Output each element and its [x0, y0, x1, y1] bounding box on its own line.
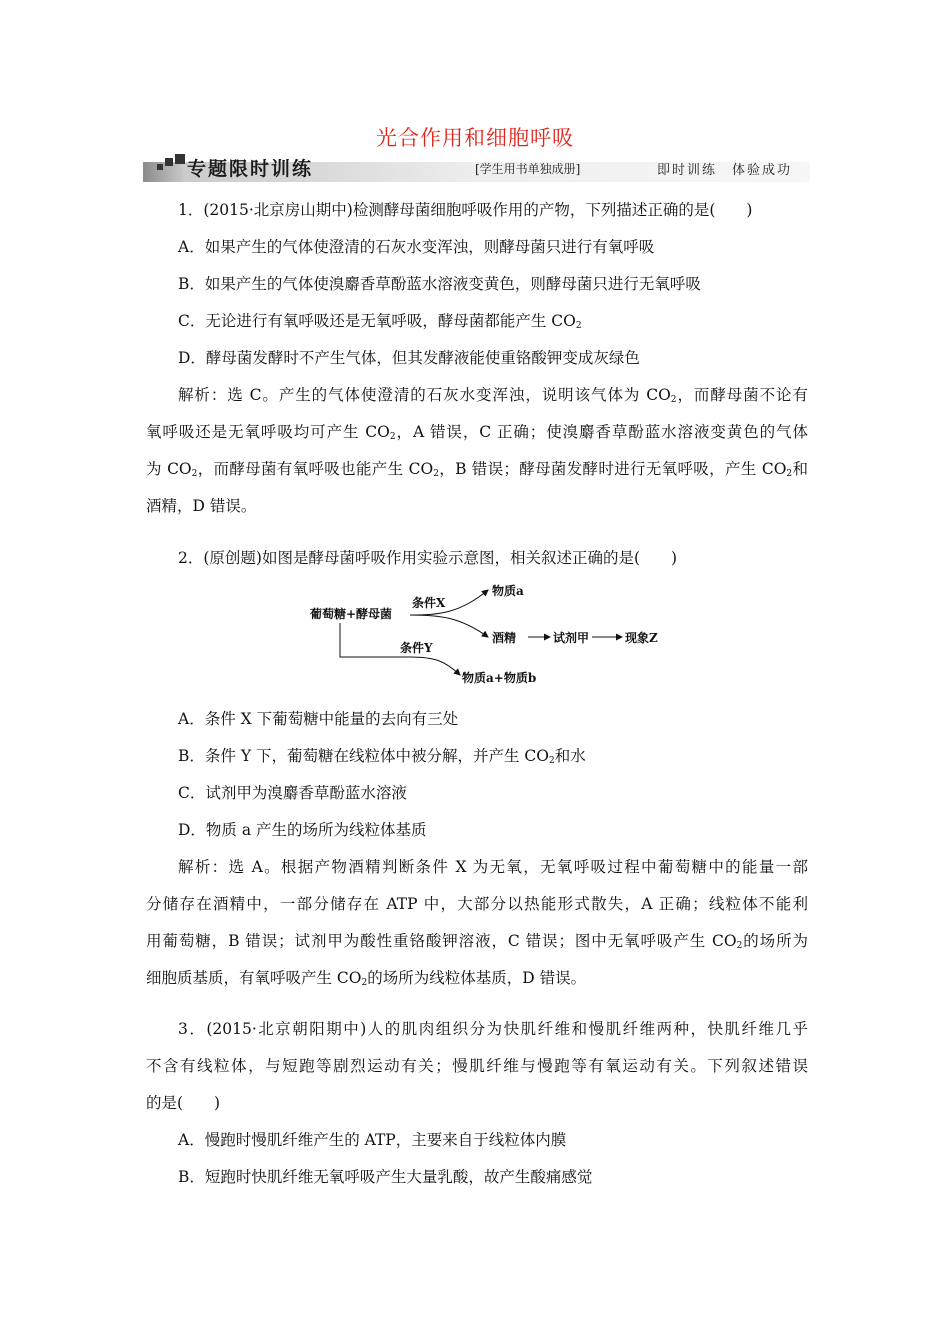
question-stem: 1．(2015·北京房山期中)检测酵母菌细胞呼吸作用的产物，下列描述正确的是( ): [178, 201, 753, 219]
banner-slogan: 即时训练 体验成功: [657, 163, 793, 178]
option-a: A．慢跑时慢肌纤维产生的 ATP，主要来自于线粒体内膜: [178, 1131, 567, 1149]
option-b: B．短跑时快肌纤维无氧呼吸产生大量乳酸，故产生酸痛感觉: [178, 1168, 593, 1186]
explanation-line: 分储存在酒精中，一部分储存在 ATP 中，大部分以热能形式散失，A 正确；线粒体不能利: [146, 895, 808, 913]
diagram-matter-a: 物质a: [492, 584, 524, 598]
banner-label: 专题限时训练: [187, 158, 314, 180]
banner-subtitle: [学生用书单独成册]: [475, 162, 581, 176]
page-title: 光合作用和细胞呼吸: [376, 126, 574, 150]
question-2: [146, 540, 808, 577]
question-stem: 的是( ): [146, 1094, 221, 1112]
question-stem: 不含有线粒体，与短跑等剧烈运动有关；慢肌纤维与慢跑等有氧运动有关。下列叙述错误: [146, 1057, 808, 1075]
diagram-condition-x: 条件X: [412, 596, 446, 610]
diagram-start: 葡萄糖+酵母菌: [310, 607, 393, 621]
diagram-condition-y: 条件Y: [400, 641, 433, 655]
explanation-line: 用葡萄糖，B 错误；试剂甲为酸性重铬酸钾溶液，C 错误；图中无氧呼吸产生 $CO_2$的场所为: [146, 932, 808, 951]
question-1: [146, 192, 808, 525]
banner-square-icon: [157, 154, 187, 170]
option-a: A．如果产生的气体使澄清的石灰水变浑浊，则酵母菌只进行有氧呼吸: [178, 238, 655, 256]
option-c: C．试剂甲为溴麝香草酚蓝水溶液: [178, 784, 407, 802]
option-c: C．无论进行有氧呼吸还是无氧呼吸，酵母菌都能产生 $CO_2$: [178, 312, 582, 331]
explanation-line: 酒精，D 错误。: [146, 497, 257, 515]
section-banner: [143, 152, 810, 182]
question-stem: 2．(原创题)如图是酵母菌呼吸作用实验示意图，相关叙述正确的是( ): [178, 549, 678, 567]
option-a: A．条件 X 下葡萄糖中能量的去向有三处: [178, 710, 459, 728]
explanation-line: 氧呼吸还是无氧呼吸均可产生 $CO_2$，A 错误，C 正确；使溴麝香草酚蓝水溶液变黄色的气体: [146, 423, 808, 442]
question-stem: 3．(2015·北京朝阳期中)人的肌肉组织分为快肌纤维和慢肌纤维两种，快肌纤维几乎: [178, 1020, 808, 1038]
explanation-line: 为 $CO_2$，而酵母菌有氧呼吸也能产生 $CO_2$，B 错误；酵母菌发酵时进行无氧呼吸，产生 $CO_2$和: [146, 460, 808, 479]
explanation-line: 解析：选 C。产生的气体使澄清的石灰水变浑浊，说明该气体为 $CO_2$，而酵母菌不论有: [178, 386, 808, 405]
option-b: B．如果产生的气体使溴麝香草酚蓝水溶液变黄色，则酵母菌只进行无氧呼吸: [178, 275, 701, 293]
diagram-matter-ab: 物质a+物质b: [462, 671, 537, 685]
explanation-line: 细胞质基质，有氧呼吸产生 $CO_2$的场所为线粒体基质，D 错误。: [146, 969, 587, 988]
option-d: D．物质 a 产生的场所为线粒体基质: [178, 821, 427, 839]
option-b: B．条件 Y 下，葡萄糖在线粒体中被分解，并产生 $CO_2$和水: [178, 747, 586, 766]
respiration-diagram: [310, 575, 690, 690]
diagram-reagent: 试剂甲: [553, 631, 590, 645]
option-d: D．酵母菌发酵时不产生气体，但其发酵液能使重铬酸钾变成灰绿色: [178, 349, 640, 367]
question-3: [146, 1011, 808, 1196]
diagram-phenomenon: 现象Z: [625, 631, 658, 645]
diagram-alcohol: 酒精: [492, 631, 517, 645]
question-2-body: [146, 701, 808, 997]
explanation-line: 解析：选 A。根据产物酒精判断条件 X 为无氧，无氧呼吸过程中葡萄糖中的能量一部: [178, 858, 808, 876]
